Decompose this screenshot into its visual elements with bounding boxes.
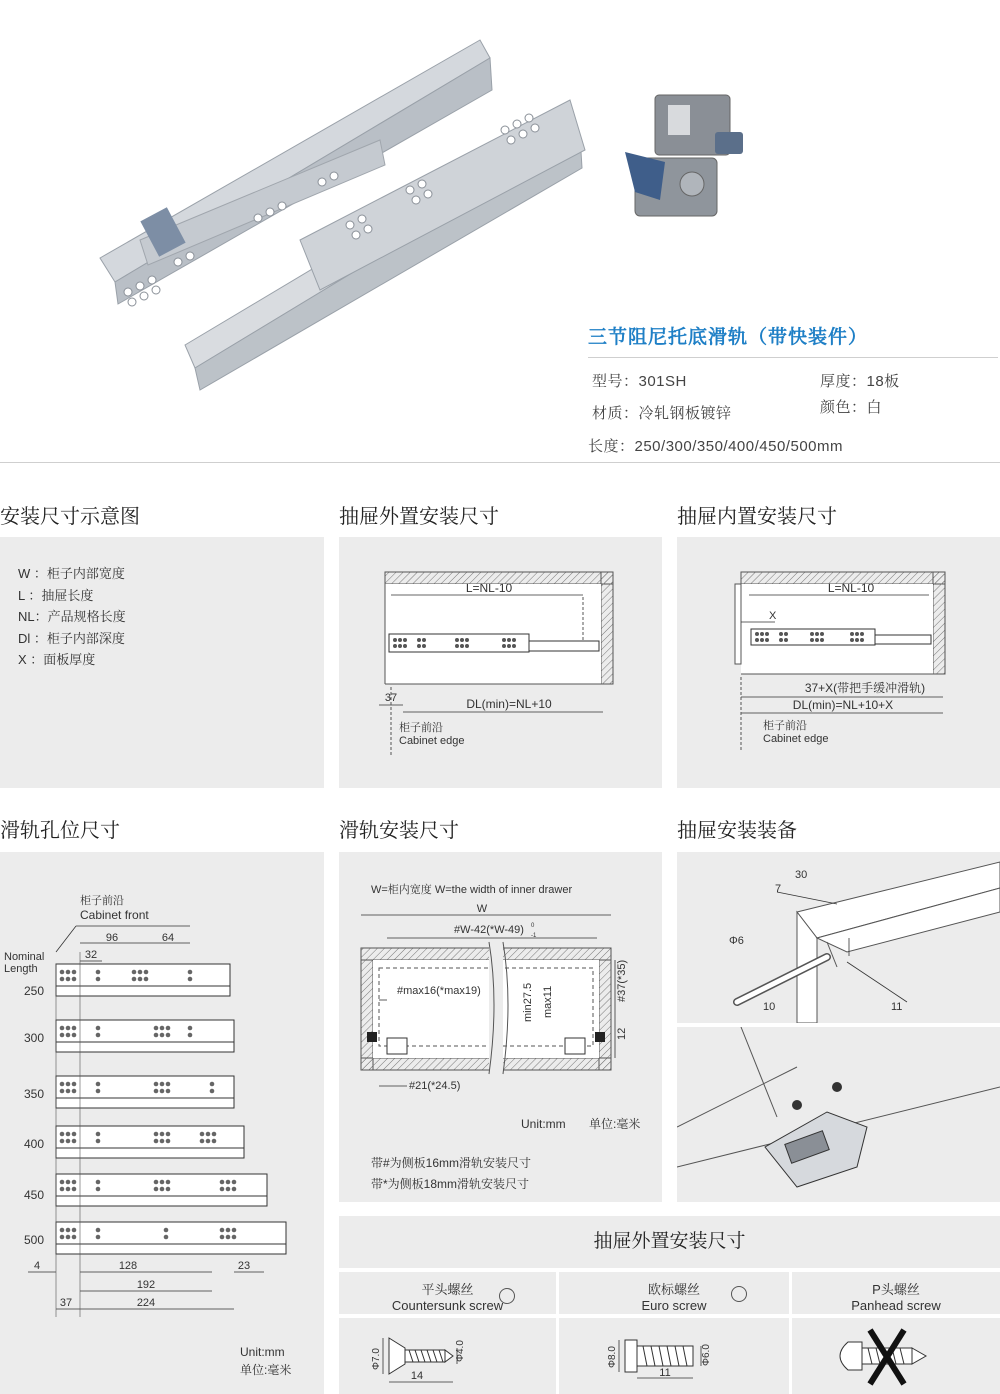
quick-install-clip-image [625, 95, 743, 216]
cs-len: 14 [410, 1370, 424, 1382]
inner-l-label: L=NL-10 [827, 581, 875, 595]
section-title-inner: 抽屉内置安装尺寸 [677, 506, 837, 528]
outer-install-panel [339, 537, 662, 788]
slide-d37: #37(*35) [616, 959, 628, 1002]
holes-dim-128: 128 [118, 1260, 138, 1272]
screw-cn: P头螺丝 [872, 1282, 920, 1297]
legend-item: W ：柜子内部宽度 [18, 566, 125, 581]
slide-w-note: W=柜内宽度 W=the width of inner drawer [371, 884, 573, 896]
outer-dl: DL(min)=NL+10 [466, 697, 552, 711]
euro-d1: Φ8.0 [607, 1346, 618, 1368]
size-label: 250 [24, 984, 45, 998]
equip-d7: 7 [775, 883, 782, 895]
legend-list [18, 563, 126, 671]
equip-phi6: Φ6 [729, 935, 744, 947]
equip-top-panel [677, 852, 1000, 1023]
product-material: 材质：冷轧钢板镀锌 [592, 405, 732, 422]
inner-x: X [769, 610, 777, 622]
holes-length: Length [4, 963, 38, 975]
cs-d2: Φ4.0 [455, 1340, 466, 1362]
holes-dim-32: 32 [84, 949, 98, 961]
section-title-holes: 滑轨孔位尺寸 [0, 820, 120, 842]
inner-gap: 37+X(带把手缓冲滑轨) [804, 681, 926, 695]
screw-cn: 平头螺丝 [421, 1282, 474, 1297]
slide-unit-cn: 单位:毫米 [589, 1117, 641, 1131]
slide-w42: #W-42(*W-49) [454, 924, 524, 936]
section-title-equip: 抽屉安装装备 [677, 820, 797, 842]
holes-dim-37: 37 [59, 1297, 73, 1309]
rail-row-400 [24, 1126, 244, 1158]
screw-panhead-title [792, 1272, 1000, 1314]
product-spec [588, 322, 998, 358]
legend-item: NL：产品规格长度 [18, 609, 126, 624]
equip-d30: 30 [795, 869, 808, 881]
screw-en: Panhead screw [851, 1298, 941, 1313]
product-title: 三节阻尼托底滑轨（带快装件） [588, 322, 998, 358]
size-label: 300 [24, 1031, 45, 1045]
drawer-edge-diagram [677, 852, 1000, 1023]
product-hero [0, 0, 1000, 463]
clip-mount-diagram [677, 1027, 1000, 1202]
outer-gap: 37 [384, 692, 398, 704]
panhead-screw-icon [792, 1318, 1000, 1394]
section-title-diagram: 安装尺寸示意图 [0, 506, 140, 528]
legend-item: X ：面板厚度 [18, 652, 96, 667]
holes-front-cn: 柜子前沿 [80, 895, 124, 907]
product-color: 颜色：白 [820, 399, 883, 416]
inner-install-diagram [677, 537, 1000, 788]
countersunk-screw-icon [339, 1318, 556, 1394]
holes-unit-cn: 单位:毫米 [240, 1363, 292, 1377]
size-label: 400 [24, 1137, 45, 1151]
rail-row-350 [24, 1076, 234, 1108]
holes-dim-96: 96 [105, 932, 119, 944]
circle-icon [731, 1286, 747, 1302]
slide-w42-tol-up: 0 [531, 923, 535, 929]
equip-d10: 10 [763, 1001, 776, 1013]
slide-note-16: 带#为侧板16mm滑轨安装尺寸 [371, 1156, 532, 1170]
screw-countersunk-drawing [339, 1318, 556, 1394]
section-title-slide: 滑轨安装尺寸 [339, 820, 459, 842]
screw-countersunk-title [339, 1272, 556, 1314]
slide-max11: max11 [542, 985, 554, 1018]
outer-edge-en: Cabinet edge [399, 735, 465, 747]
slide-d21: #21(*24.5) [409, 1080, 461, 1092]
hole-positions-panel [0, 852, 324, 1394]
slide-d12: 12 [616, 1027, 628, 1040]
screw-cn: 欧标螺丝 [647, 1282, 700, 1297]
holes-nominal: Nominal [4, 951, 45, 963]
rail-row-300 [24, 1020, 234, 1052]
size-label: 500 [24, 1233, 45, 1247]
screw-en: Euro screw [641, 1298, 707, 1313]
size-label: 450 [24, 1188, 45, 1202]
holes-dim-64: 64 [161, 932, 175, 944]
euro-d2: Φ6.0 [701, 1344, 712, 1366]
circle-icon [499, 1288, 515, 1304]
holes-dim-23: 23 [237, 1260, 251, 1272]
slide-install-diagram [339, 852, 662, 1202]
slide-w42-tol: -1 [531, 933, 537, 939]
inner-edge-en: Cabinet edge [763, 733, 829, 745]
inner-install-panel [677, 537, 1000, 788]
euro-screw-icon [559, 1318, 789, 1394]
screw-euro-drawing [559, 1318, 789, 1394]
equip-bottom-panel [677, 1027, 1000, 1202]
legend-item: L ：抽屉长度 [18, 587, 94, 603]
product-length: 长度：250/300/350/400/450/500mm [588, 438, 843, 455]
product-model: 型号：301SH [592, 373, 687, 390]
holes-front-en: Cabinet front [80, 908, 149, 922]
slide-max16: #max16(*max19) [397, 985, 481, 997]
slide-note-18: 带*为侧板18mm滑轨安装尺寸 [371, 1177, 530, 1191]
equip-d11: 11 [891, 1001, 903, 1013]
outer-l-label: L=NL-10 [465, 581, 513, 595]
screws-header: 抽屉外置安装尺寸 [339, 1216, 1000, 1268]
legend-panel [0, 537, 324, 788]
hole-positions-diagram [0, 852, 324, 1394]
holes-unit-en: Unit:mm [240, 1345, 285, 1359]
screw-en: Countersunk screw [391, 1298, 504, 1313]
inner-edge-cn: 柜子前沿 [763, 720, 807, 732]
holes-dim-4: 4 [34, 1260, 41, 1272]
inner-dl: DL(min)=NL+10+X [792, 698, 894, 712]
holes-dim-224: 224 [136, 1297, 156, 1309]
holes-dim-192: 192 [136, 1279, 156, 1291]
euro-len: 11 [659, 1367, 671, 1379]
outer-install-diagram [339, 537, 662, 788]
size-label: 350 [24, 1087, 45, 1101]
screw-panhead-drawing [792, 1318, 1000, 1394]
outer-edge-cn: 柜子前沿 [399, 722, 443, 734]
product-thickness: 厚度：18板 [820, 373, 900, 390]
section-title-outer: 抽屉外置安装尺寸 [339, 506, 499, 528]
slide-install-panel [339, 852, 662, 1202]
slide-w: W [476, 903, 488, 915]
legend-item: Dl ：柜子内部深度 [18, 630, 125, 646]
product-photo [0, 0, 1000, 463]
rail-row-250 [24, 964, 230, 998]
screw-euro-title [559, 1272, 789, 1314]
slide-unit-en: Unit:mm [521, 1117, 566, 1131]
cs-d1: Φ7.0 [371, 1348, 382, 1370]
slide-min275: min27.5 [522, 982, 534, 1022]
